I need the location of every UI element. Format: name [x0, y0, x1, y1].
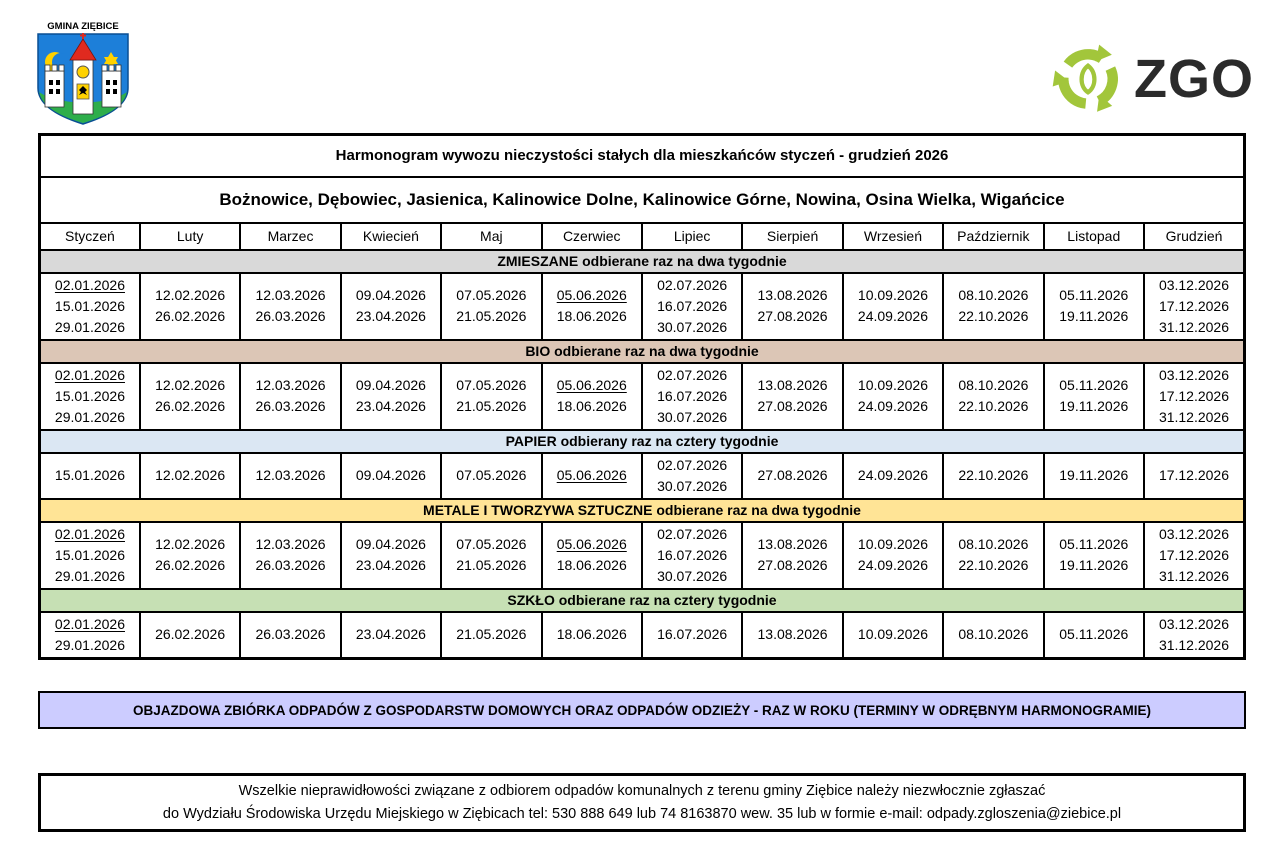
- collection-date: 18.06.2026: [556, 557, 627, 573]
- collection-date: 21.05.2026: [456, 398, 527, 414]
- collection-date: 09.04.2026: [355, 287, 426, 303]
- collection-date: 19.11.2026: [1059, 557, 1129, 573]
- date-cell: [642, 273, 742, 340]
- collection-date: 13.08.2026: [757, 287, 828, 303]
- collection-date: 29.01.2026: [54, 318, 125, 335]
- collection-date: 26.02.2026: [155, 626, 226, 642]
- date-cell: [843, 453, 943, 499]
- localities-row: [40, 177, 1245, 223]
- collection-date: 05.11.2026: [1059, 377, 1129, 393]
- collection-date: 17.12.2026: [1158, 467, 1230, 483]
- collection-date: 18.06.2026: [556, 398, 627, 414]
- coat-of-arms-icon: [30, 12, 136, 130]
- month-header: Październik: [943, 223, 1043, 250]
- collection-date: 27.08.2026: [757, 398, 828, 414]
- collection-date: 30.07.2026: [657, 408, 728, 425]
- collection-date: 29.01.2026: [54, 567, 125, 584]
- collection-date: 31.12.2026: [1158, 636, 1230, 653]
- date-cell: [240, 273, 340, 340]
- collection-date: 31.12.2026: [1158, 567, 1230, 584]
- date-cell: [240, 363, 340, 430]
- date-cell: [40, 273, 140, 340]
- collection-date: 17.12.2026: [1158, 546, 1230, 563]
- collection-date: 23.04.2026: [355, 557, 426, 573]
- collection-date: 31.12.2026: [1158, 408, 1230, 425]
- collection-date: 27.08.2026: [757, 308, 828, 324]
- collection-date: 13.08.2026: [757, 536, 828, 552]
- month-header: Styczeń: [40, 223, 140, 250]
- date-cell: [1144, 522, 1245, 589]
- notice-line-2: do Wydziału Środowiska Urzędu Miejskiego w Ziębicach tel: 530 888 649 lub 74 8163870 wew. 35 lub w formie e-mail: odpady.zgloszenia@ziebice.pl: [162, 806, 1122, 822]
- collection-date: 03.12.2026: [1158, 525, 1230, 542]
- collection-date: 16.07.2026: [657, 387, 728, 404]
- date-cell: [1044, 273, 1144, 340]
- zgo-recycle-icon: [1050, 41, 1126, 117]
- collection-date: 08.10.2026: [958, 377, 1029, 393]
- date-cell: [542, 363, 642, 430]
- collection-date: 30.07.2026: [657, 318, 728, 335]
- collection-date: 12.03.2026: [255, 467, 326, 483]
- month-header: Luty: [140, 223, 240, 250]
- dates-row-metale: [40, 522, 1245, 589]
- collection-date: 26.02.2026: [155, 398, 226, 414]
- collection-date: 03.12.2026: [1158, 276, 1230, 293]
- date-cell: [943, 363, 1043, 430]
- date-cell: [240, 612, 340, 659]
- collection-date: 02.01.2026: [54, 276, 125, 293]
- collection-date: 24.09.2026: [857, 467, 928, 483]
- date-cell: [542, 522, 642, 589]
- date-cell: [943, 612, 1043, 659]
- date-cell: [843, 363, 943, 430]
- collection-date: 30.07.2026: [657, 567, 728, 584]
- collection-date: 26.02.2026: [155, 308, 226, 324]
- collection-date: 02.01.2026: [54, 615, 125, 632]
- collection-date: 16.07.2026: [657, 626, 728, 642]
- collection-date: 10.09.2026: [857, 626, 928, 642]
- collection-date: 18.06.2026: [556, 308, 627, 324]
- month-header: Grudzień: [1144, 223, 1245, 250]
- month-header: Marzec: [240, 223, 340, 250]
- collection-date: 22.10.2026: [958, 398, 1029, 414]
- collection-date: 26.03.2026: [255, 308, 326, 324]
- collection-date: 05.06.2026: [556, 287, 627, 303]
- collection-date: 26.03.2026: [255, 557, 326, 573]
- collection-date: 02.07.2026: [657, 276, 728, 293]
- date-cell: [542, 273, 642, 340]
- collection-date: 09.04.2026: [355, 377, 426, 393]
- date-cell: [240, 453, 340, 499]
- gmina-ziebice-coat-of-arms: [30, 12, 136, 130]
- date-cell: [1044, 612, 1144, 659]
- date-cell: [341, 273, 441, 340]
- collection-date: 15.01.2026: [54, 546, 125, 563]
- waste-schedule-table: [38, 133, 1246, 660]
- collection-date: 03.12.2026: [1158, 366, 1230, 383]
- collection-date: 10.09.2026: [857, 536, 928, 552]
- date-cell: [441, 273, 541, 340]
- section-band-papier: PAPIER odbierany raz na cztery tygodnie: [40, 430, 1245, 453]
- collection-date: 12.03.2026: [255, 287, 326, 303]
- collection-date: 12.02.2026: [155, 377, 226, 393]
- collection-date: 05.06.2026: [556, 377, 627, 393]
- collection-date: 07.05.2026: [456, 467, 527, 483]
- collection-date: 21.05.2026: [456, 626, 527, 642]
- date-cell: [40, 522, 140, 589]
- collection-date: 08.10.2026: [958, 287, 1029, 303]
- collection-date: 02.07.2026: [657, 456, 728, 473]
- section-band-row: [40, 589, 1245, 612]
- mobile-collection-banner: OBJAZDOWA ZBIÓRKA ODPADÓW Z GOSPODARSTW DOMOWYCH ORAZ ODPADÓW ODZIEŻY - RAZ W ROKU (TERMINY W ODRĘBNYM HARMONOGRAMIE): [38, 691, 1246, 729]
- date-cell: [1144, 273, 1245, 340]
- collection-date: 23.04.2026: [355, 398, 426, 414]
- month-header: Czerwiec: [542, 223, 642, 250]
- section-band-row: [40, 250, 1245, 273]
- collection-date: 13.08.2026: [757, 626, 828, 642]
- collection-date: 26.03.2026: [255, 626, 326, 642]
- month-header: Lipiec: [642, 223, 742, 250]
- month-header: Maj: [441, 223, 541, 250]
- collection-date: 12.03.2026: [255, 377, 326, 393]
- collection-date: 19.11.2026: [1059, 398, 1129, 414]
- collection-date: 15.01.2026: [54, 297, 125, 314]
- collection-date: 09.04.2026: [355, 536, 426, 552]
- section-band-row: [40, 430, 1245, 453]
- dates-row-bio: [40, 363, 1245, 430]
- date-cell: [943, 273, 1043, 340]
- date-cell: [642, 453, 742, 499]
- section-band-row: [40, 340, 1245, 363]
- date-cell: [240, 522, 340, 589]
- date-cell: [843, 273, 943, 340]
- complaints-notice-box: [38, 773, 1246, 832]
- date-cell: [341, 363, 441, 430]
- date-cell: [140, 522, 240, 589]
- zgo-logo-text: ZGO: [1134, 49, 1254, 109]
- date-cell: [642, 363, 742, 430]
- collection-date: 07.05.2026: [456, 287, 527, 303]
- collection-date: 08.10.2026: [958, 626, 1029, 642]
- table-title-row: [40, 135, 1245, 177]
- collection-date: 10.09.2026: [857, 287, 928, 303]
- collection-date: 19.11.2026: [1059, 308, 1129, 324]
- section-band-szklo: SZKŁO odbierane raz na cztery tygodnie: [40, 589, 1245, 612]
- collection-date: 02.01.2026: [54, 525, 125, 542]
- date-cell: [943, 522, 1043, 589]
- date-cell: [1044, 363, 1144, 430]
- collection-date: 22.10.2026: [958, 308, 1029, 324]
- localities-list: Bożnowice, Dębowiec, Jasienica, Kalinowice Dolne, Kalinowice Górne, Nowina, Osina Wielka, Wigańcice: [40, 177, 1245, 223]
- date-cell: [1044, 522, 1144, 589]
- collection-date: 12.03.2026: [255, 536, 326, 552]
- date-cell: [642, 612, 742, 659]
- date-cell: [140, 612, 240, 659]
- collection-date: 30.07.2026: [657, 477, 728, 494]
- date-cell: [742, 522, 842, 589]
- date-cell: [642, 522, 742, 589]
- date-cell: [441, 363, 541, 430]
- collection-date: 02.01.2026: [54, 366, 125, 383]
- collection-date: 26.03.2026: [255, 398, 326, 414]
- date-cell: [742, 363, 842, 430]
- collection-date: 17.12.2026: [1158, 387, 1230, 404]
- collection-date: 12.02.2026: [155, 467, 226, 483]
- date-cell: [40, 363, 140, 430]
- collection-date: 03.12.2026: [1158, 615, 1230, 632]
- section-band-row: [40, 499, 1245, 522]
- month-header: Wrzesień: [843, 223, 943, 250]
- date-cell: [843, 522, 943, 589]
- collection-date: 12.02.2026: [155, 287, 226, 303]
- month-header: Kwiecień: [341, 223, 441, 250]
- collection-date: 22.10.2026: [958, 557, 1029, 573]
- month-header-row: [40, 223, 1245, 250]
- date-cell: [742, 453, 842, 499]
- section-band-metale: METALE I TWORZYWA SZTUCZNE odbierane raz na dwa tygodnie: [40, 499, 1245, 522]
- date-cell: [1144, 453, 1245, 499]
- collection-date: 13.08.2026: [757, 377, 828, 393]
- collection-date: 21.05.2026: [456, 557, 527, 573]
- collection-date: 07.05.2026: [456, 536, 527, 552]
- collection-date: 23.04.2026: [355, 308, 426, 324]
- collection-date: 24.09.2026: [857, 398, 928, 414]
- collection-date: 16.07.2026: [657, 546, 728, 563]
- collection-date: 09.04.2026: [355, 467, 426, 483]
- collection-date: 10.09.2026: [857, 377, 928, 393]
- collection-date: 05.11.2026: [1059, 287, 1129, 303]
- collection-date: 19.11.2026: [1059, 467, 1129, 483]
- collection-date: 07.05.2026: [456, 377, 527, 393]
- collection-date: 05.11.2026: [1059, 626, 1129, 642]
- date-cell: [341, 522, 441, 589]
- date-cell: [542, 612, 642, 659]
- coat-of-arms-label: GMINA ZIĘBICE: [47, 21, 119, 32]
- date-cell: [742, 273, 842, 340]
- date-cell: [140, 363, 240, 430]
- collection-date: 16.07.2026: [657, 297, 728, 314]
- collection-date: 29.01.2026: [54, 636, 125, 653]
- date-cell: [40, 453, 140, 499]
- collection-date: 24.09.2026: [857, 557, 928, 573]
- collection-date: 22.10.2026: [958, 467, 1029, 483]
- date-cell: [1144, 612, 1245, 659]
- dates-row-zmieszane: [40, 273, 1245, 340]
- date-cell: [341, 453, 441, 499]
- date-cell: [1044, 453, 1144, 499]
- collection-date: 23.04.2026: [355, 626, 426, 642]
- collection-date: 05.06.2026: [556, 467, 627, 483]
- date-cell: [843, 612, 943, 659]
- date-cell: [140, 273, 240, 340]
- collection-date: 05.06.2026: [556, 536, 627, 552]
- collection-date: 08.10.2026: [958, 536, 1029, 552]
- collection-date: 02.07.2026: [657, 366, 728, 383]
- notice-line-1: Wszelkie nieprawidłowości związane z odbiorem odpadów komunalnych z terenu gminy Ziębice należy niezwłocznie zgłaszać: [238, 783, 1046, 799]
- date-cell: [542, 453, 642, 499]
- date-cell: [943, 453, 1043, 499]
- date-cell: [341, 612, 441, 659]
- date-cell: [1144, 363, 1245, 430]
- date-cell: [441, 522, 541, 589]
- collection-date: 24.09.2026: [857, 308, 928, 324]
- section-band-zmieszane: ZMIESZANE odbierane raz na dwa tygodnie: [40, 250, 1245, 273]
- collection-date: 18.06.2026: [556, 626, 627, 642]
- month-header: Sierpień: [742, 223, 842, 250]
- collection-date: 15.01.2026: [54, 387, 125, 404]
- date-cell: [40, 612, 140, 659]
- collection-date: 27.08.2026: [757, 557, 828, 573]
- collection-date: 17.12.2026: [1158, 297, 1230, 314]
- date-cell: [742, 612, 842, 659]
- section-band-bio: BIO odbierane raz na dwa tygodnie: [40, 340, 1245, 363]
- month-header: Listopad: [1044, 223, 1144, 250]
- collection-date: 31.12.2026: [1158, 318, 1230, 335]
- date-cell: [441, 612, 541, 659]
- dates-row-szklo: [40, 612, 1245, 659]
- collection-date: 12.02.2026: [155, 536, 226, 552]
- collection-date: 29.01.2026: [54, 408, 125, 425]
- date-cell: [140, 453, 240, 499]
- dates-row-papier: [40, 453, 1245, 499]
- collection-date: 05.11.2026: [1059, 536, 1129, 552]
- date-cell: [441, 453, 541, 499]
- collection-date: 21.05.2026: [456, 308, 527, 324]
- collection-date: 27.08.2026: [757, 467, 828, 483]
- collection-date: 15.01.2026: [54, 467, 125, 483]
- collection-date: 02.07.2026: [657, 525, 728, 542]
- collection-date: 26.02.2026: [155, 557, 226, 573]
- zgo-logo: [1034, 40, 1254, 118]
- schedule-title: Harmonogram wywozu nieczystości stałych dla mieszkańców styczeń - grudzień 2026: [40, 135, 1245, 177]
